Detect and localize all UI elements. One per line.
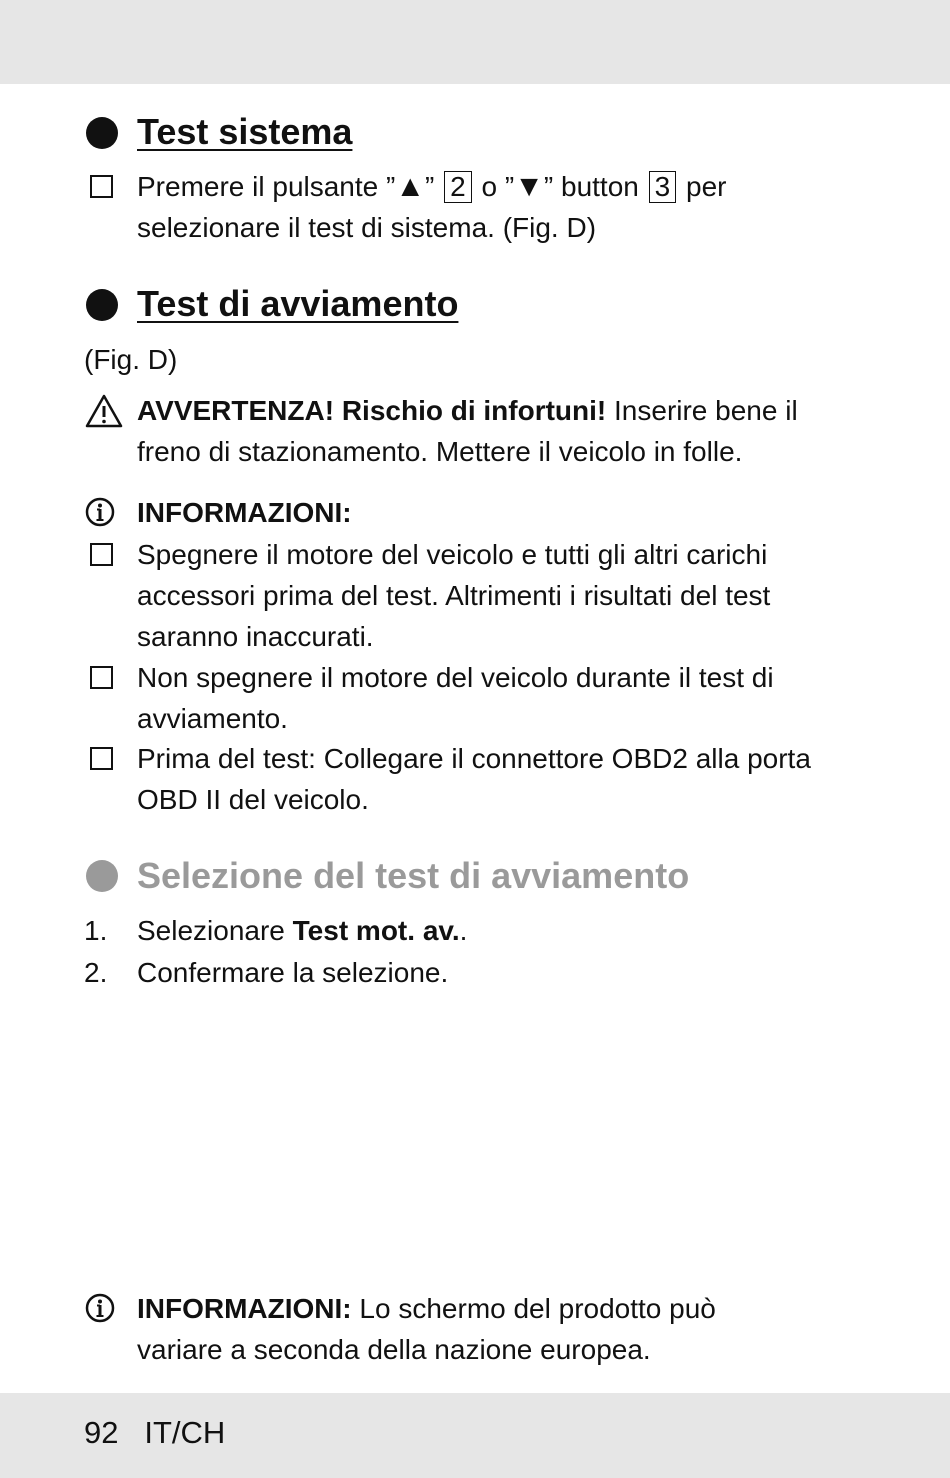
- bottom-info-line-2: variare a seconda della nazione europea.: [137, 1334, 651, 1365]
- step-1-text: Selezionare Test mot. av..: [137, 915, 468, 946]
- warning-triangle-icon: [85, 394, 123, 428]
- section-heading-test-avviamento: Test di avviamento: [137, 283, 459, 324]
- fig-reference: (Fig. D): [84, 344, 178, 375]
- page-footer: [84, 1415, 225, 1451]
- info-item-1-line-1: Spegnere il motore del veicolo e tutti gli altri carichi: [137, 539, 768, 570]
- info-label: INFORMAZIONI:: [137, 497, 352, 528]
- bullet-dot: [86, 117, 118, 149]
- arrow-up-icon: ▲: [395, 170, 426, 203]
- language-code: IT/CH: [144, 1415, 226, 1450]
- bottom-info-line: INFORMAZIONI: Lo schermo del prodotto può: [137, 1293, 716, 1324]
- section-heading-test-sistema: Test sistema: [137, 111, 353, 152]
- step-2-text: Confermare la selezione.: [137, 957, 449, 988]
- info-item-2-line-1: Non spegnere il motore del veicolo durante il test di: [137, 662, 774, 693]
- checkbox-square: [90, 747, 113, 770]
- info-icon: [85, 497, 115, 527]
- checkbox-square: [90, 175, 113, 198]
- step-number-2: 2.: [84, 957, 108, 988]
- instruction-line-2: selezionare il test di sistema. (Fig. D): [137, 212, 597, 243]
- warning-line: AVVERTENZA! Rischio di infortuni! Inserire bene il: [137, 395, 798, 426]
- button-number-2: 2: [444, 171, 472, 203]
- warning-line-2: freno di stazionamento. Mettere il veicolo in folle.: [137, 436, 743, 467]
- footer-band: [0, 1393, 950, 1478]
- info-item-3-line-2: OBD II del veicolo.: [137, 784, 369, 815]
- info-item-1-line-3: saranno inaccurati.: [137, 621, 374, 652]
- instruction-line: Premere il pulsante ”▲” 2 o ”▼” button 3 per: [137, 166, 726, 207]
- page-number: 92: [84, 1415, 119, 1450]
- info-item-3-line-1: Prima del test: Collegare il connettore OBD2 alla porta: [137, 743, 811, 774]
- arrow-down-icon: ▼: [514, 170, 544, 203]
- bullet-dot: [86, 289, 118, 321]
- step-number-1: 1.: [84, 915, 108, 946]
- info-item-2-line-2: avviamento.: [137, 703, 288, 734]
- button-number-3: 3: [649, 171, 677, 203]
- section-heading-selezione: Selezione del test di avviamento: [137, 855, 690, 896]
- info-item-1-line-2: accessori prima del test. Altrimenti i risultati del test: [137, 580, 771, 611]
- checkbox-square: [90, 543, 113, 566]
- info-icon: [85, 1293, 115, 1323]
- top-band: [0, 0, 950, 84]
- checkbox-square: [90, 666, 113, 689]
- bullet-dot: [86, 860, 118, 892]
